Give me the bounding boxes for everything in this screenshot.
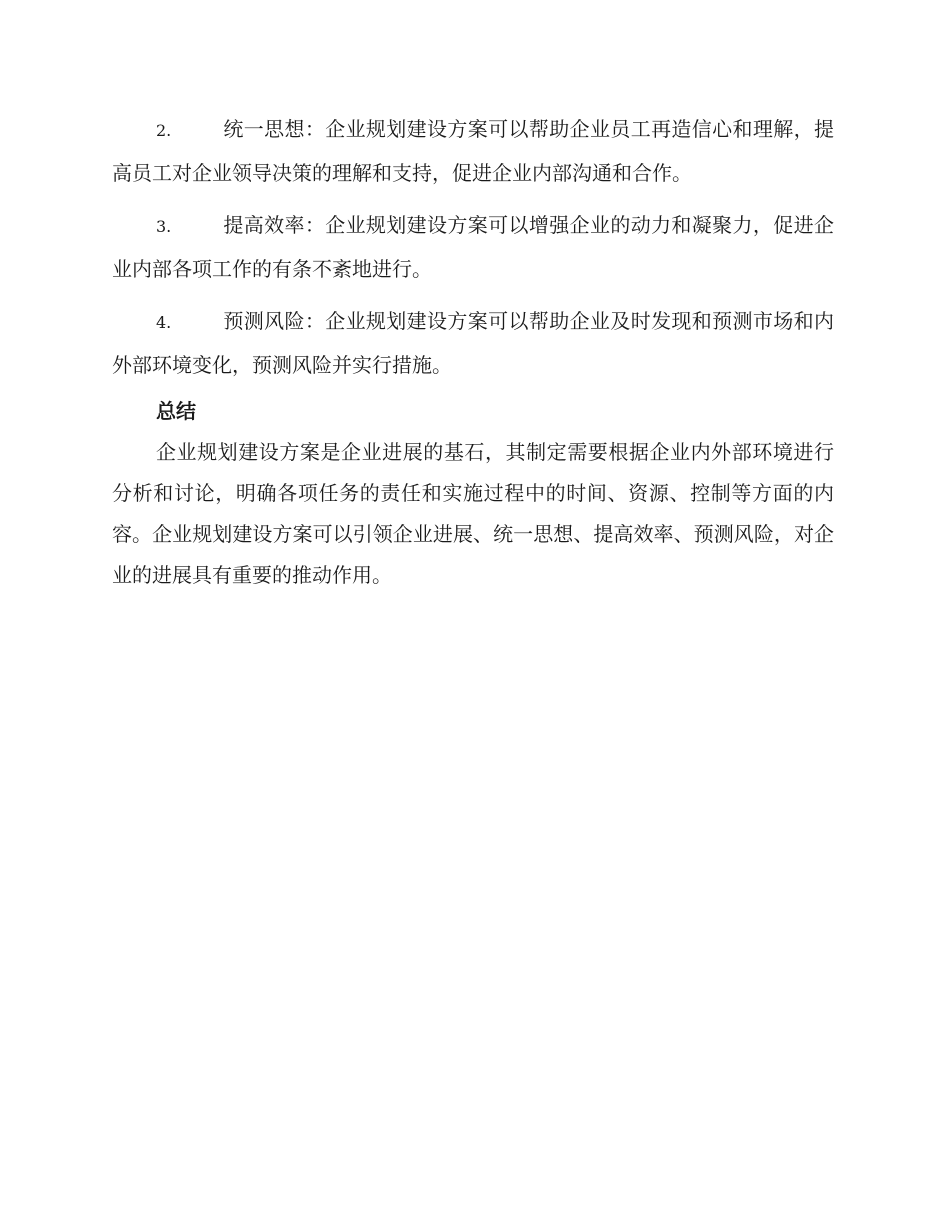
summary-paragraph: 企业规划建设方案是企业进展的基石，其制定需要根据企业内外部环境进行分析和讨论，明确各项任务的责任和实施过程中的时间、资源、控制等方面的内容。企业规划建设方案可以引领企业进展、统一思想、提高效率、预测风险，对企业的进展具有重要的推动作用。 [112,440,834,587]
list-item [112,108,834,194]
list-item [112,300,834,386]
list-item [112,204,834,290]
summary-heading: 总结 [156,399,196,423]
list-item-text: 预测风险：企业规划建设方案可以帮助企业及时发现和预测市场和内外部环境变化，预测风险并实行措施。 [112,309,834,377]
list-item-text: 提高效率：企业规划建设方案可以增强企业的动力和凝聚力，促进企业内部各项工作的有条不紊地进行。 [112,213,834,281]
list-item-text: 统一思想：企业规划建设方案可以帮助企业员工再造信心和理解，提高员工对企业领导决策的理解和支持，促进企业内部沟通和合作。 [112,117,834,185]
list-item-number: 2. [156,121,172,140]
list-item-number: 4. [156,313,172,332]
document-body [112,108,834,596]
list-item-number: 3. [156,217,172,236]
